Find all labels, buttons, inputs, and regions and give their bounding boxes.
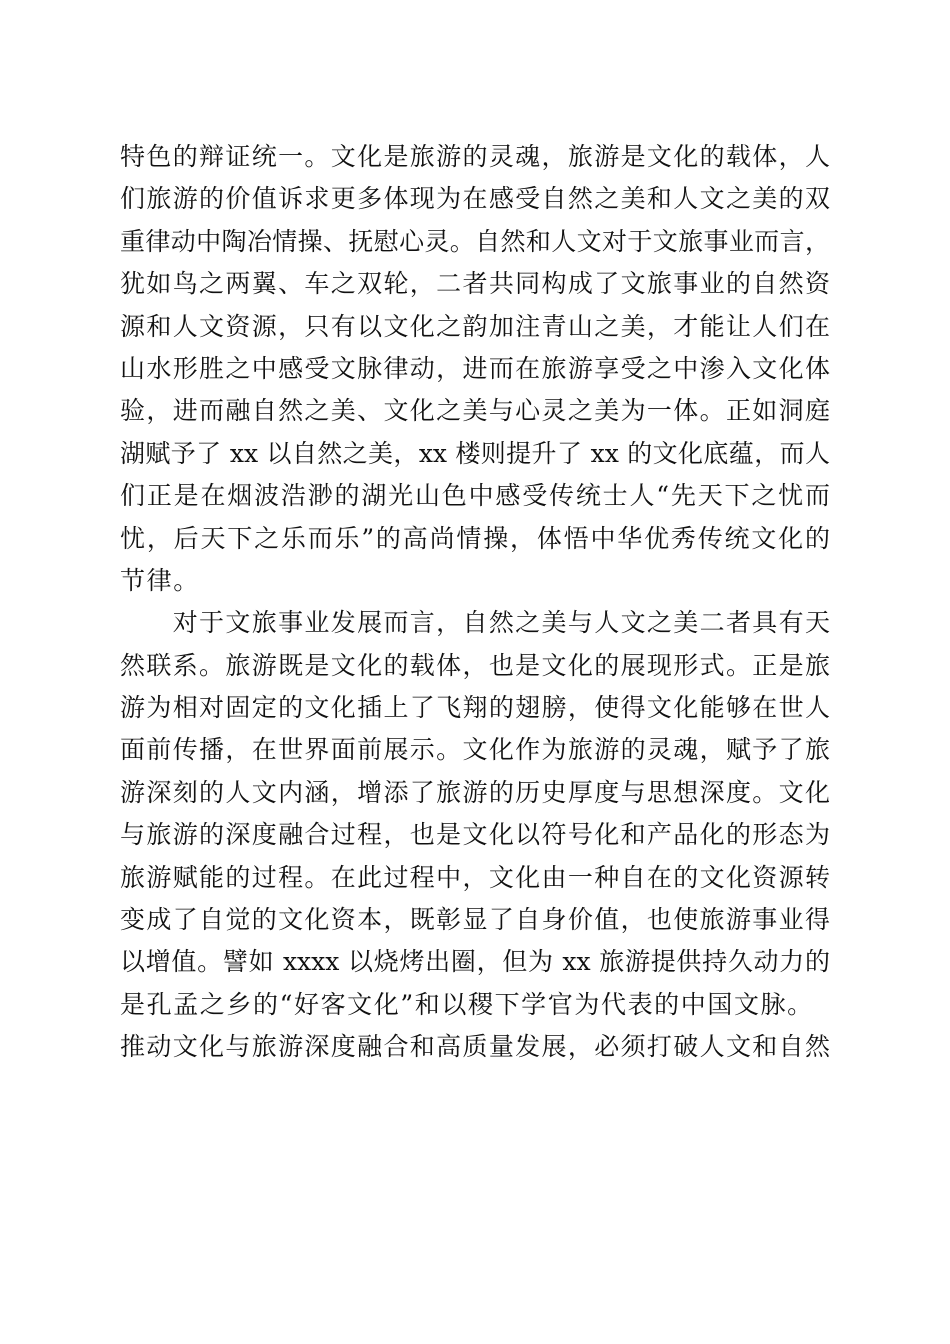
text-line: 节律。 — [120, 565, 200, 595]
text-line: 特色的辩证统一。文化是旅游的灵魂，旅游是文化的载体，人 — [120, 142, 830, 171]
text-line: 是孔孟之乡的“好客文化”和以稷下学官为代表的中国文脉。 — [120, 989, 814, 1019]
text-line: 们正是在烟波浩渺的湖光山色中感受传统士人“先天下之忧而 — [120, 481, 830, 511]
text-line: 源和人文资源，只有以文化之韵加注青山之美，才能让人们在 — [120, 311, 830, 341]
text-line: 犹如鸟之两翼、车之双轮，二者共同构成了文旅事业的自然资 — [120, 269, 830, 299]
text-line: 旅游赋能的过程。在此过程中，文化由一种自在的文化资源转 — [120, 862, 830, 892]
text-line: 游为相对固定的文化插上了飞翔的翅膀，使得文化能够在世人 — [120, 693, 830, 723]
text-line: 以增值。譬如 xxxx 以烧烤出圈，但为 xx 旅游提供持久动力的 — [120, 947, 830, 977]
paragraph-1 — [120, 136, 830, 602]
text-line: 面前传播，在世界面前展示。文化作为旅游的灵魂，赋予了旅 — [120, 735, 830, 765]
text-line: 山水形胜之中感受文脉律动，进而在旅游享受之中渗入文化体 — [120, 353, 830, 383]
text-line: 对于文旅事业发展而言，自然之美与人文之美二者具有天 — [120, 608, 830, 638]
text-line: 然联系。旅游既是文化的载体，也是文化的展现形式。正是旅 — [120, 650, 830, 680]
text-line: 变成了自觉的文化资本，既彰显了自身价值，也使旅游事业得 — [120, 905, 830, 935]
text-line: 忧，后天下之乐而乐”的高尚情操，体悟中华优秀传统文化的 — [120, 523, 830, 553]
text-line: 重律动中陶冶情操、抚慰心灵。自然和人文对于文旅事业而言， — [120, 226, 830, 256]
text-line: 推动文化与旅游深度融合和高质量发展，必须打破人文和自然 — [120, 1032, 830, 1062]
text-line: 与旅游的深度融合过程，也是文化以符号化和产品化的形态为 — [120, 820, 830, 850]
text-line: 湖赋予了 xx 以自然之美，xx 楼则提升了 xx 的文化底蕴，而人 — [120, 438, 830, 468]
text-line: 游深刻的人文内涵，增添了旅游的历史厚度与思想深度。文化 — [120, 777, 830, 807]
document-body — [120, 136, 830, 1069]
text-line: 验，进而融自然之美、文化之美与心灵之美为一体。正如洞庭 — [120, 396, 830, 426]
text-line: 们旅游的价值诉求更多体现为在感受自然之美和人文之美的双 — [120, 184, 830, 214]
paragraph-2 — [120, 602, 830, 1068]
